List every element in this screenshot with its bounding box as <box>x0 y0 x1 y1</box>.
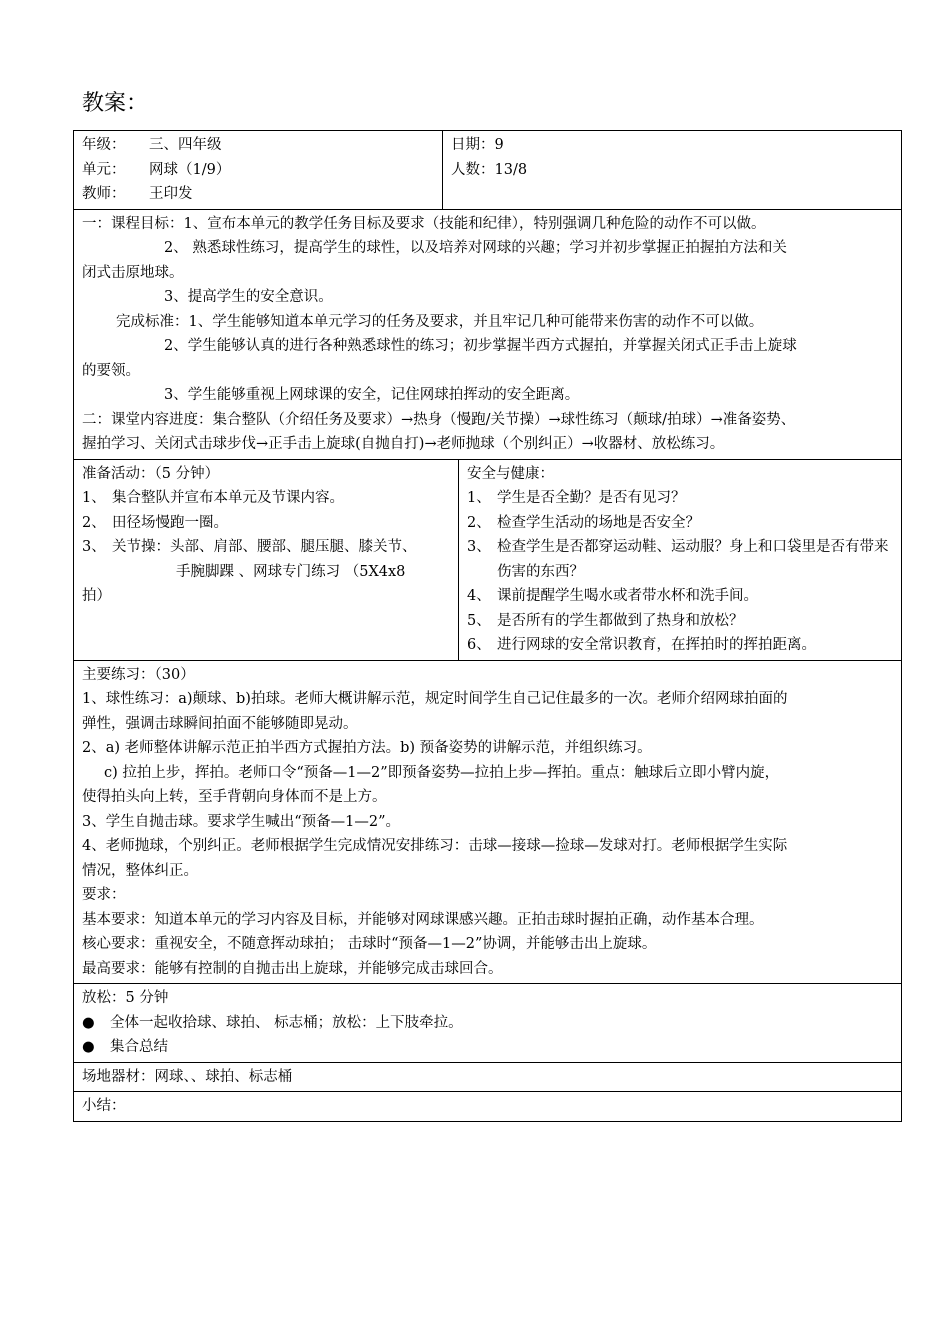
lesson-plan-table <box>73 130 902 1122</box>
item-number: 2、 <box>467 514 491 531</box>
count-value: 13/8 <box>494 161 528 178</box>
unit-label: 单元： <box>82 161 126 178</box>
teacher-label: 教师： <box>82 186 126 202</box>
core-requirement: 核心要求：重视安全，不随意挥动球拍； 击球时“预备—1—2”协调，并能够击出上旋球。 <box>82 936 657 952</box>
warmup-heading: 准备活动：（5 分钟） <box>82 465 220 482</box>
item-number: 1、 <box>82 490 106 506</box>
item-text: 检查学生活动的场地是否安全？ <box>497 514 700 531</box>
grade-value: 三、四年级 <box>149 137 222 153</box>
item-text: 集合总结 <box>110 1039 168 1055</box>
item-text: 全体一起收拾球、球拍、 标志桶；放松：上下肢牵拉。 <box>110 1014 463 1031</box>
objective-2-cont: 闭式击原地球。 <box>82 264 184 281</box>
item-text: 是否所有的学生都做到了热身和放松？ <box>497 612 744 629</box>
list-item <box>82 486 450 511</box>
header-right <box>443 131 901 209</box>
list-item <box>467 486 893 511</box>
grade-label: 年级： <box>82 137 126 153</box>
grade-line <box>82 133 434 158</box>
list-item <box>467 609 893 634</box>
main-practice-section <box>74 661 901 985</box>
practice-2c: c) 拉拍上步，挥拍。老师口令“预备—1—2”即预备姿势—拉拍上步—挥拍。重点：触球后立即小臂内旋， <box>104 764 780 781</box>
date-value: 9 <box>494 137 504 153</box>
practice-1-cont: 弹性，强调击球瞬间拍面不能够随即晃动。 <box>82 715 358 732</box>
item-number: 2、 <box>82 514 106 531</box>
item-text: 学生是否全勤？是否有见习？ <box>497 490 686 506</box>
objective-1: 一：课程目标：1、宣布本单元的教学任务目标及要求（技能和纪律），特别强调几种危险的动作不可以做。 <box>82 215 766 232</box>
progress-line-cont: 握拍学习、关闭式击球步伐→正手击上旋球(自抛自打)→老师抛球（个别纠正）→收器材、放松练习。 <box>82 436 725 452</box>
list-item <box>82 511 450 536</box>
basic-requirement: 基本要求：知道本单元的学习内容及目标，并能够对网球课感兴趣。正拍击球时握拍正确，动作基本合理。 <box>82 911 764 928</box>
practice-3: 3、学生自抛击球。要求学生喊出“预备—1—2”。 <box>82 813 401 830</box>
list-item <box>467 535 893 584</box>
unit-line <box>82 158 434 183</box>
teacher-line <box>82 182 434 207</box>
cooldown-heading: 放松：5 分钟 <box>82 990 169 1006</box>
main-heading: 主要练习：（30） <box>82 666 195 683</box>
item-text: 检查学生是否都穿运动鞋、运动服？身上和口袋里是否有带来伤害的东西？ <box>497 539 889 580</box>
item-number: 5、 <box>467 612 491 629</box>
practice-2: 2、a) 老师整体讲解示范正拍半西方式握拍方法。b) 预备姿势的讲解示范，并组织练习。 <box>82 740 652 756</box>
practice-2c-cont: 使得拍头向上转，至手背朝向身体而不是上方。 <box>82 789 387 805</box>
standard-1: 完成标准：1、学生能够知道本单元学习的任务及要求，并且牢记几种可能带来伤害的动作不可以做。 <box>116 313 764 330</box>
list-item <box>467 511 893 536</box>
list-item <box>467 584 893 609</box>
equipment-row <box>74 1063 901 1093</box>
teacher-value: 王印发 <box>149 186 193 202</box>
item-text: 进行网球的安全常识教育，在挥拍时的挥拍距离。 <box>497 637 816 653</box>
summary-row <box>74 1092 901 1121</box>
count-line <box>451 158 893 183</box>
progress-line: 二：课堂内容进度：集合整队（介绍任务及要求）→热身（慢跑/关节操）→球性练习（颠球/拍球）→准备姿势、 <box>82 411 796 428</box>
top-requirement: 最高要求：能够有控制的自抛击出上旋球，并能够完成击球回合。 <box>82 960 503 977</box>
warmup-item-3-end: 拍） <box>82 588 111 604</box>
header-row <box>74 131 901 210</box>
safety-heading: 安全与健康： <box>467 465 554 482</box>
list-item <box>467 633 893 658</box>
standard-2: 2、学生能够认真的进行各种熟悉球性的练习；初步掌握半西方式握拍，并掌握关闭式正手击上旋球 <box>164 338 797 354</box>
warmup-item-3-cont: 手腕脚踝 、网球专门练习 （5X4x8 <box>176 563 406 580</box>
practice-1: 1、球性练习：a)颠球、b)拍球。老师大概讲解示范，规定时间学生自己记住最多的一次。老师介绍网球拍面的 <box>82 691 788 707</box>
unit-value: 网球（1/9） <box>149 161 231 178</box>
item-text: 田径场慢跑一圈。 <box>112 514 228 531</box>
list-item <box>82 535 450 560</box>
summary-label: 小结： <box>82 1098 126 1114</box>
page-title: 教案： <box>82 91 149 116</box>
count-label: 人数： <box>451 161 495 178</box>
warmup-list <box>82 486 450 560</box>
item-number: 6、 <box>467 637 491 653</box>
item-text: 关节操：头部、肩部、腰部、腿压腿、膝关节、 <box>112 539 417 555</box>
objectives-section <box>74 210 901 460</box>
item-number: 3、 <box>82 539 106 555</box>
list-item <box>82 1011 893 1036</box>
standard-2-cont: 的要领。 <box>82 362 140 379</box>
bullet-icon: ● <box>82 1039 95 1055</box>
equipment-text: 场地器材：网球、、球拍、标志桶 <box>82 1068 293 1085</box>
item-number: 1、 <box>467 490 491 506</box>
header-left <box>74 131 443 209</box>
list-item <box>82 1035 893 1060</box>
standard-3: 3、学生能够重视上网球课的安全，记住网球拍挥动的安全距离。 <box>164 387 580 403</box>
date-line <box>451 133 893 158</box>
cooldown-section <box>74 984 901 1063</box>
objective-3: 3、提高学生的安全意识。 <box>164 289 333 305</box>
item-text: 课前提醒学生喝水或者带水杯和洗手间。 <box>497 588 758 604</box>
warmup-safety-row <box>74 460 901 661</box>
safety-list <box>467 486 893 658</box>
date-label: 日期： <box>451 137 495 153</box>
warmup-section <box>74 460 459 660</box>
practice-4-cont: 情况，整体纠正。 <box>82 862 198 879</box>
practice-4: 4、老师抛球，个别纠正。老师根据学生完成情况安排练习：击球—接球—捡球—发球对打。老师根据学生实际 <box>82 838 788 854</box>
item-number: 4、 <box>467 588 491 604</box>
item-number: 3、 <box>467 539 491 555</box>
bullet-icon: ● <box>82 1014 95 1031</box>
requirements-heading: 要求： <box>82 887 126 903</box>
objective-2: 2、 熟悉球性练习，提高学生的球性，以及培养对网球的兴趣；学习并初步掌握正拍握拍方法和关 <box>164 240 787 256</box>
item-text: 集合整队并宣布本单元及节课内容。 <box>112 490 344 506</box>
safety-section <box>459 460 901 660</box>
